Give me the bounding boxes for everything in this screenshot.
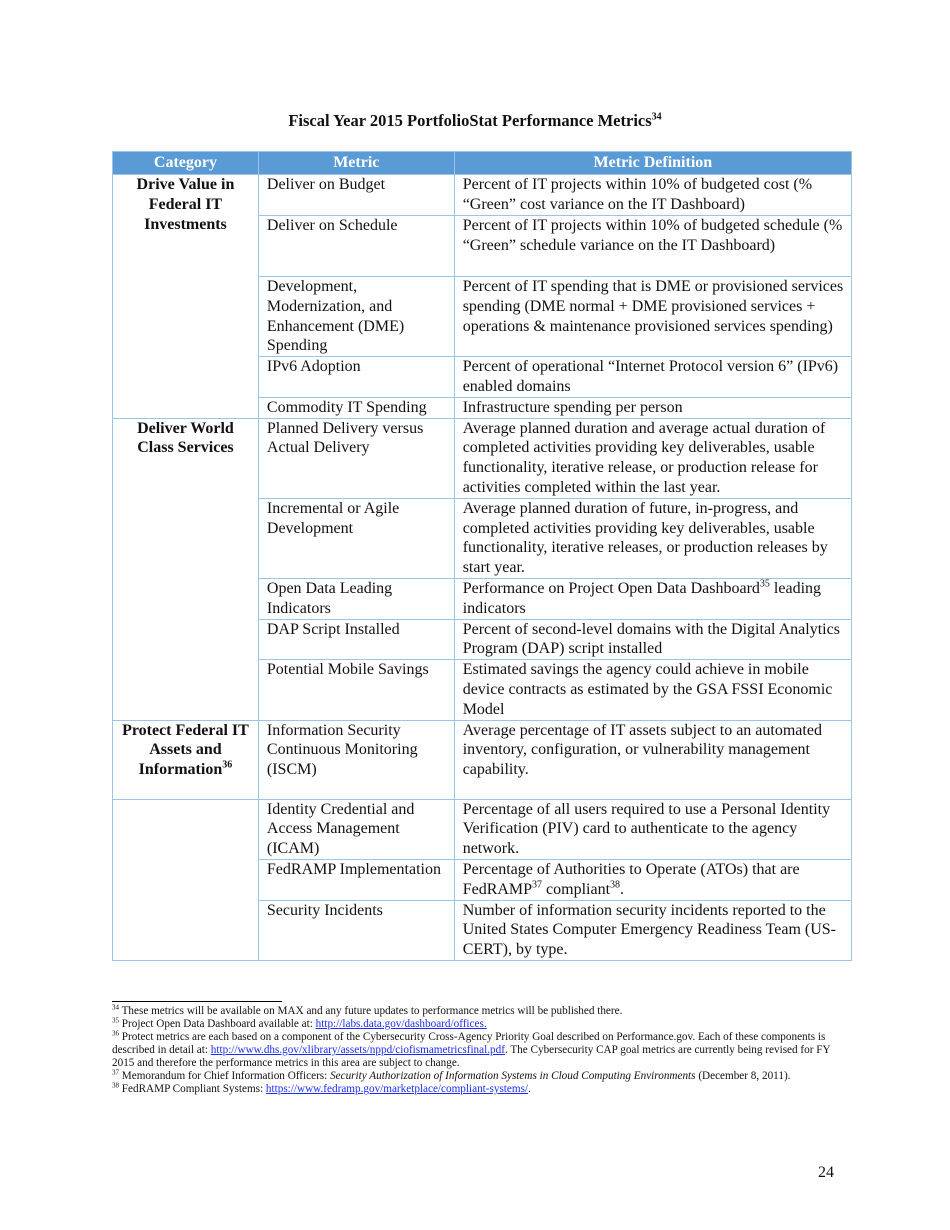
footnote-text: FedRAMP Compliant Systems: bbox=[119, 1083, 266, 1095]
definition-cell: Percent of operational “Internet Protocol version 6” (IPv6) enabled domains bbox=[454, 357, 851, 398]
definition-cell: Average planned duration and average actual duration of completed activities providing key deliverables, usable functionality, iterative release, or production release for activities completed within the last year. bbox=[454, 418, 851, 498]
table-row bbox=[113, 720, 852, 799]
definition-cell: Infrastructure spending per person bbox=[454, 397, 851, 418]
header-metric: Metric bbox=[258, 152, 454, 175]
metric-cell: Incremental or Agile Development bbox=[258, 498, 454, 578]
footnote-number: 36 bbox=[112, 1029, 119, 1038]
category-world-class: Deliver World Class Services bbox=[113, 418, 259, 720]
metrics-table bbox=[112, 151, 852, 961]
footnote-ref[interactable]: 38 bbox=[610, 879, 621, 891]
footnote-ref[interactable]: 36 bbox=[222, 759, 233, 771]
footnote-divider bbox=[112, 1001, 282, 1002]
footnote-ref[interactable]: 34 bbox=[651, 111, 662, 123]
category-blank bbox=[113, 799, 259, 960]
footnote-text: . The Cybersecurity CAP goal metrics are currently being revised for FY 2015 and therefore the performance metrics in this area are subject to change. bbox=[112, 1044, 831, 1069]
footnote-text: Protect metrics are each based on a component of the Cybersecurity Cross-Agency Priority Goal described on Performance.gov. Each of these components is described in detail at: bbox=[112, 1031, 826, 1056]
footnote-35 bbox=[112, 1018, 852, 1031]
table-row bbox=[113, 175, 852, 216]
footnote-ref[interactable]: 35 bbox=[759, 578, 770, 590]
definition-cell: Number of information security incidents reported to the United States Computer Emergency Readiness Team (US-CERT), by type. bbox=[454, 900, 851, 960]
metric-cell: Planned Delivery versus Actual Delivery bbox=[258, 418, 454, 498]
header-definition: Metric Definition bbox=[454, 152, 851, 175]
footnote-text: Memorandum for Chief Information Officers: bbox=[119, 1070, 331, 1082]
metric-cell: Development, Modernization, and Enhancement (DME) Spending bbox=[258, 277, 454, 357]
footnote-text: (December 8, 2011). bbox=[695, 1070, 791, 1082]
metric-cell: IPv6 Adoption bbox=[258, 357, 454, 398]
definition-cell bbox=[454, 859, 851, 900]
metric-cell: Security Incidents bbox=[258, 900, 454, 960]
definition-cell: Percent of IT projects within 10% of budgeted schedule (% “Green” schedule variance on the IT Dashboard) bbox=[454, 216, 851, 277]
footnote-text: Project Open Data Dashboard available at: bbox=[119, 1018, 316, 1030]
footnote-link[interactable]: https://www.fedramp.gov/marketplace/compliant-systems/ bbox=[265, 1083, 529, 1095]
definition-cell: Percentage of all users required to use a Personal Identity Verification (PIV) card to authenticate to the agency network. bbox=[454, 799, 851, 859]
table-header-row bbox=[113, 152, 852, 175]
metric-cell: Open Data Leading Indicators bbox=[258, 578, 454, 619]
definition-cell: Average planned duration of future, in-progress, and completed activities providing key deliverables, usable functionality, iterative releases, or production releases by start year. bbox=[454, 498, 851, 578]
definition-text: leading indicators bbox=[462, 579, 822, 617]
definition-cell: Percent of IT projects within 10% of budgeted cost (% “Green” cost variance on the IT Dashboard) bbox=[454, 175, 851, 216]
definition-text: . bbox=[620, 880, 625, 898]
footnote-ref[interactable]: 37 bbox=[532, 879, 543, 891]
category-text: Protect Federal IT Assets and Information bbox=[122, 721, 249, 779]
definition-cell: Estimated savings the agency could achieve in mobile device contracts as estimated by the GSA FSSI Economic Model bbox=[454, 660, 851, 720]
metric-cell: FedRAMP Implementation bbox=[258, 859, 454, 900]
definition-text: Percentage of Authorities to Operate (ATOs) that are FedRAMP bbox=[462, 860, 800, 898]
metric-cell: Deliver on Schedule bbox=[258, 216, 454, 277]
definition-text: Performance on Project Open Data Dashboard bbox=[462, 579, 760, 597]
footnote-38 bbox=[112, 1083, 852, 1096]
definition-cell: Percent of IT spending that is DME or provisioned services spending (DME normal + DME provisioned services + operations & maintenance provisioned services spending) bbox=[454, 277, 851, 357]
title-text: Fiscal Year 2015 PortfolioStat Performance Metrics bbox=[288, 111, 652, 130]
metric-cell: DAP Script Installed bbox=[258, 619, 454, 660]
definition-cell bbox=[454, 578, 851, 619]
page-title bbox=[0, 111, 950, 131]
definition-text: compliant bbox=[542, 880, 611, 898]
metric-cell: Identity Credential and Access Management (ICAM) bbox=[258, 799, 454, 859]
table-row bbox=[113, 799, 852, 859]
category-drive-value: Drive Value in Federal IT Investments bbox=[113, 175, 259, 419]
metric-cell: Information Security Continuous Monitoring (ISCM) bbox=[258, 720, 454, 799]
page-number: 24 bbox=[818, 1164, 834, 1181]
category-protect bbox=[113, 720, 259, 799]
footnote-number: 37 bbox=[112, 1068, 119, 1077]
footnote-37 bbox=[112, 1070, 852, 1083]
footnote-number: 38 bbox=[112, 1081, 119, 1090]
footnote-italic: Security Authorization of Information Systems in Cloud Computing Environments bbox=[330, 1070, 696, 1082]
footnotes bbox=[112, 1001, 852, 1096]
footnote-36 bbox=[112, 1031, 852, 1070]
metric-cell: Potential Mobile Savings bbox=[258, 660, 454, 720]
header-category: Category bbox=[113, 152, 259, 175]
metric-cell: Deliver on Budget bbox=[258, 175, 454, 216]
definition-cell: Percent of second-level domains with the Digital Analytics Program (DAP) script installed bbox=[454, 619, 851, 660]
footnote-text: These metrics will be available on MAX and any future updates to performance metrics will be published there. bbox=[119, 1005, 623, 1017]
table-row bbox=[113, 418, 852, 498]
footnote-34 bbox=[112, 1005, 852, 1018]
definition-cell: Average percentage of IT assets subject to an automated inventory, configuration, or vulnerability management capability. bbox=[454, 720, 851, 799]
footnote-text: . bbox=[528, 1083, 531, 1095]
metric-cell: Commodity IT Spending bbox=[258, 397, 454, 418]
footnote-number: 34 bbox=[112, 1003, 119, 1012]
footnote-link[interactable]: http://labs.data.gov/dashboard/offices. bbox=[315, 1018, 487, 1030]
footnote-link[interactable]: http://www.dhs.gov/xlibrary/assets/nppd/ciofismametricsfinal.pdf bbox=[210, 1044, 505, 1056]
footnote-number: 35 bbox=[112, 1016, 119, 1025]
